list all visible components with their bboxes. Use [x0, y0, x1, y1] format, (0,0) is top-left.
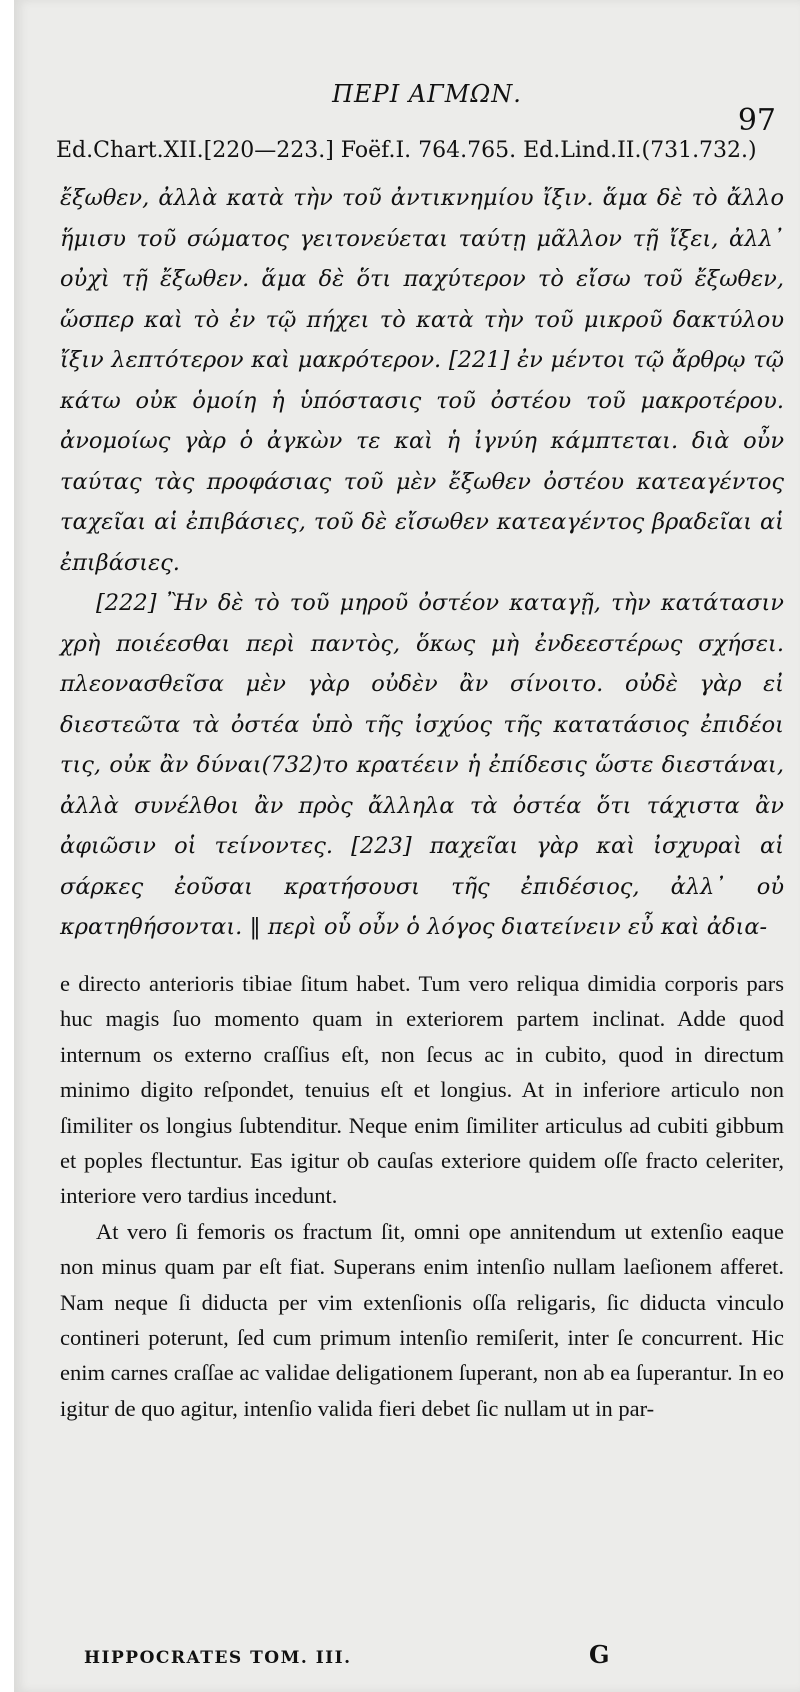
- edition-reference-line: Ed.Chart.XII.[220—223.] Foëf.I. 764.765. Ed.Lind.II.(731.732.): [56, 138, 757, 163]
- latin-paragraph-1: e directo anterioris tibiae ſitum habet. Tum vero reliqua dimidia corporis pars huc magis ſuo momento quam in exteriorem partem inclinat. Adde quod internum os externo craſſius eſt, non ſecus ac in cubito, quod in directum minimo digito reſpondet, tenuius eſt et longius. At in inferiore articulo non ſimiliter os longius ſubtenditur. Neque enim ſimiliter articulus ad cubiti gibbum et poples flectuntur. Eas igitur ob cauſas exteriore quidem oſſe fracto celeriter, interiore vero tardius incedunt.: [60, 971, 784, 1209]
- book-page: [14, 0, 800, 1692]
- greek-paragraph-1: ἔξωθεν, ἀλλὰ κατὰ τὴν τοῦ ἀντικνημίου ἴξιν. ἅμα δὲ τὸ ἄλλο ἥμισυ τοῦ σώματος γειτονεύεται ταύτῃ μᾶλλον τῇ ἴξει, ἀλλ᾽ οὐχὶ τῇ ἔξωθεν. ἅμα δὲ ὅτι παχύτερον τὸ εἴσω τοῦ ἔξωθεν, ὥσπερ καὶ τὸ ἐν τῷ πήχει τὸ κατὰ τὴν τοῦ μικροῦ δακτύλου ἴξιν λεπτότερον καὶ μακρότερον. [221] ἐν μέντοι τῷ ἄρθρῳ τῷ κάτω οὐκ ὁμοίη ἡ ὑπόστασις τοῦ ὀστέου τοῦ μακροτέρου. ἀνομοίως γὰρ ὁ ἀγκὼν τε καὶ ἡ ἰγνύη κάμπτεται. διὰ οὖν ταύτας τὰς προφάσιας τοῦ μὲν ἔξωθεν ὀστέου κατεαγέντος ταχεῖαι αἱ ἐπιβάσιες, τοῦ δὲ εἴσωθεν κατεαγέντος βραδεῖαι αἱ ἐπιβάσιες.: [60, 185, 784, 576]
- page-number: 97: [737, 103, 776, 138]
- latin-translation-block: [60, 966, 784, 1426]
- signature-mark-left: HIPPOCRATES TOM. III.: [84, 1648, 352, 1668]
- greek-paragraph-2: [222] Ἢν δὲ τὸ τοῦ μηροῦ ὀστέον καταγῇ, τὴν κατάτασιν χρὴ ποιέεσθαι περὶ παντὸς, ὅκως μὴ ἐνδεεστέρως σχήσει. πλεονασθεῖσα μὲν γὰρ οὐδὲν ἂν σίνοιτο. οὐδὲ γὰρ εἰ διεστεῶτα τὰ ὀστέα ὑπὸ τῆς ἰσχύος τῆς κατατάσιος ἐπιδέοι τις, οὐκ ἂν δύναι(732)το κρατέειν ἡ ἐπίδεσις ὥστε διεστάναι, ἀλλὰ συνέλθοι ἂν πρὸς ἄλληλα τὰ ὀστέα ὅτι τάχιστα ἂν ἀφιῶσιν οἱ τείνοντες. [223] παχεῖαι γὰρ καὶ ἰσχυραὶ αἱ σάρκες ἐοῦσαι κρατήσουσι τῆς ἐπιδέσιος, ἀλλ᾽ οὐ κρατηθήσονται. ‖ περὶ οὗ οὖν ὁ λόγος διατείνειν εὖ καὶ ἀδια-: [60, 590, 784, 940]
- greek-text-block: [60, 178, 784, 948]
- running-title: ΠΕΡΙ ΑΓΜΩΝ.: [332, 80, 522, 108]
- signature-mark-right: G: [589, 1640, 610, 1669]
- latin-paragraph-2: At vero ſi femoris os fractum ſit, omni ope annitendum ut extenſio eaque non minus quam par eſt fiat. Superans enim intenſio nullam laeſionem afferet. Nam neque ſi diducta per vim extenſionis oſſa religaris, ſic diducta vinculo contineri poterunt, ſed cum primum intenſio remiſerit, inter ſe concurrent. Hic enim carnes craſſae ac validae deligationem ſuperant, non ab ea ſuperantur. In eo igitur de quo agitur, intenſio valida fieri debet ſic nullam ut in par-: [60, 1218, 784, 1421]
